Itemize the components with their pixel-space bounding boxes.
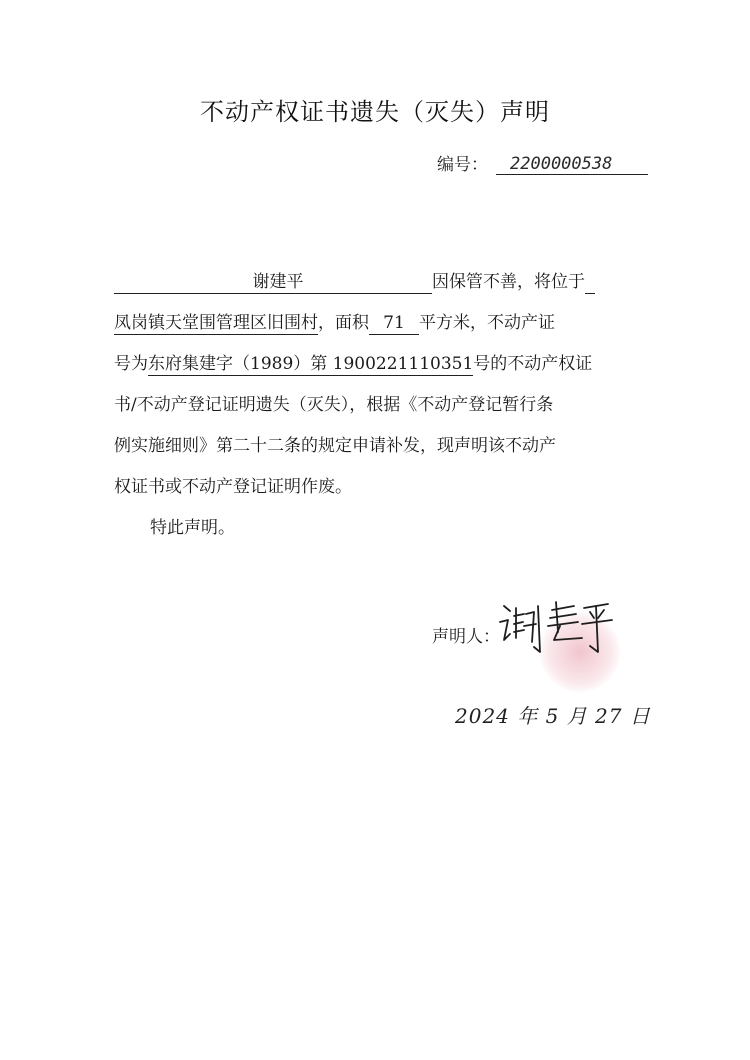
declaration-line-4: 书/不动产登记证明遗失（灭失），根据《不动产登记暂行条 (114, 395, 554, 415)
declaration-date: 2024 年 5 月 27 日 (455, 704, 651, 728)
declaration-text-3: 平方米，不动产证 (419, 313, 555, 333)
declaration-text-5: 号的不动产权证 (473, 354, 593, 374)
declaration-line-6: 权证书或不动产登记证明作废。 (114, 477, 352, 497)
declaration-line-3 (114, 344, 644, 385)
document-number-row (437, 150, 648, 175)
handwritten-signature (490, 592, 620, 662)
property-location: 凤岗镇天堂围管理区旧围村 (114, 313, 318, 333)
declaration-text-4: 号为 (114, 354, 148, 374)
document-number-value: 2200000538 (496, 154, 648, 175)
declaration-text-1: 因保管不善，将位于 (432, 272, 585, 292)
declaration-line-5: 例实施细则》第二十二条的规定申请补发，现声明该不动产 (114, 436, 556, 456)
declarant-name: 谢建平 (114, 271, 432, 294)
property-area: 71 (369, 312, 419, 335)
declaration-line-2 (114, 303, 644, 344)
declaration-closing: 特此声明。 (150, 518, 235, 538)
signer-label: 声明人： (432, 627, 500, 647)
document-title: 不动产权证书遗失（灭失）声明 (200, 98, 550, 126)
declaration-line-1 (114, 262, 644, 303)
certificate-number: 东府集建字（1989）第 1900221110351 (148, 354, 474, 374)
blank-underline (585, 271, 595, 294)
document-number-label: 编号： (437, 155, 488, 175)
signature-drawing (490, 592, 620, 662)
declaration-body (114, 262, 644, 549)
declaration-text-2: ，面积 (318, 313, 369, 333)
